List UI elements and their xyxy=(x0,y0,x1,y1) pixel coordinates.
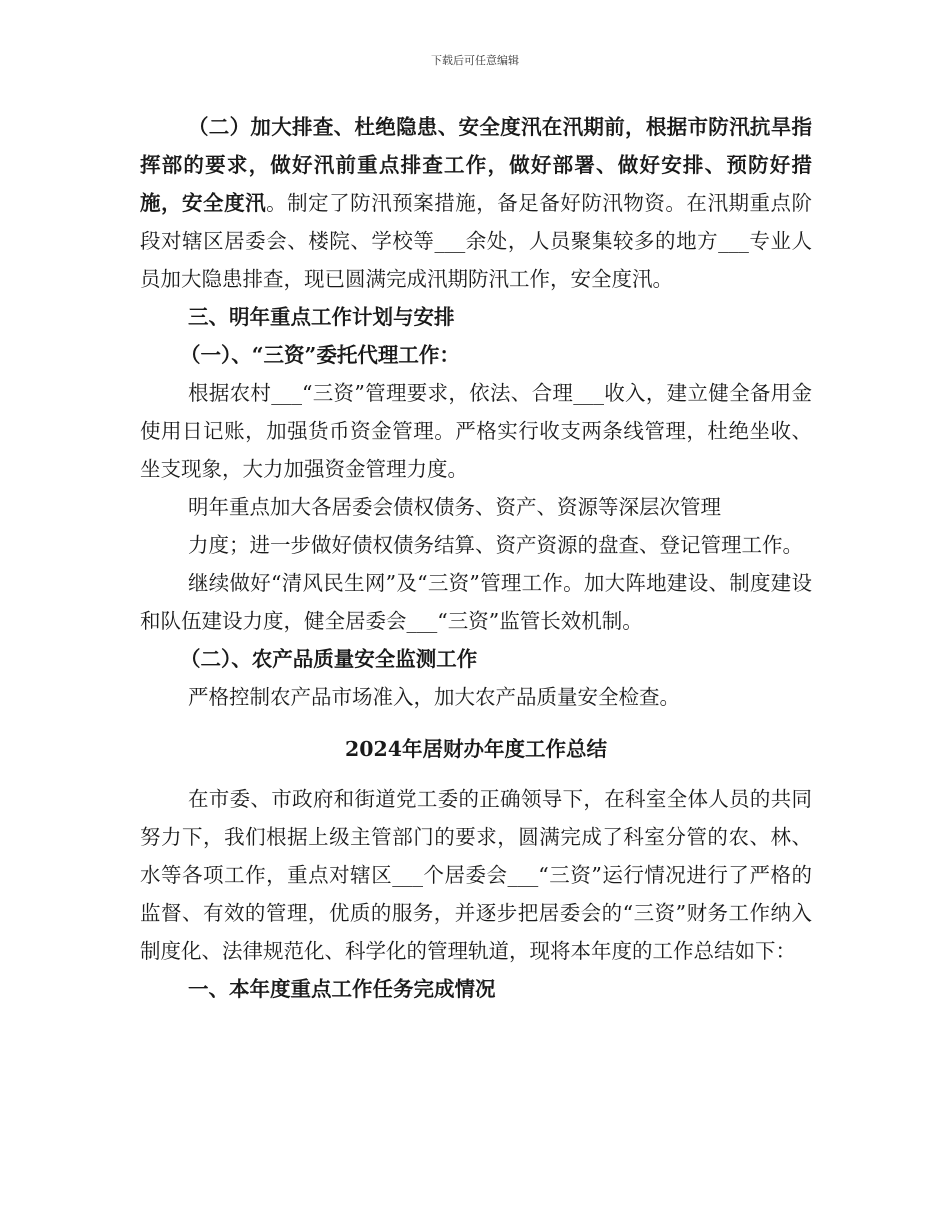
page-header: 下载后可任意编辑 xyxy=(431,54,519,67)
subheading-agri-quality: （二）、农产品质量安全监测工作 xyxy=(180,647,478,671)
paragraph-flood-safety-bold: （二）加大排查、杜绝隐患、安全度汛在汛期前，根据市防汛抗旱指挥部的要求，做好汛前重点排查工作，做好部署、做好安排、预防好措施，安全度汛 xyxy=(140,115,812,215)
paragraph-agri-quality: 严格控制农产品市场准入，加大农产品质量安全检查。 xyxy=(188,685,680,709)
paragraph-flood-safety xyxy=(140,108,812,298)
heading-next-year-plan: 三、明年重点工作计划与安排 xyxy=(188,305,455,329)
paragraph-three-assets-management: 根据农村___“三资”管理要求，依法、合理___收入，建立健全备用金使用日记账，加强货币资金管理。严格实行收支两条线管理，杜绝坐收、坐支现象，大力加强资金管理力度。 xyxy=(140,381,812,481)
paragraph-flood-safety-rest: 。制定了防汛预案措施，备足备好防汛物资。在汛期重点阶段对辖区居委会、楼院、学校等___余处，人员聚集较多的地方___专业人员加大隐患排查，现已圆满完成汛期防汛工作，安全度汛。 xyxy=(140,191,813,291)
paragraph-debt-management-line1: 明年重点加大各居委会债权债务、资产、资源等深层次管理 xyxy=(188,495,721,519)
paragraph-summary-intro: 在市委、市政府和街道党工委的正确领导下，在科室全体人员的共同努力下，我们根据上级主管部门的要求，圆满完成了科室分管的农、林、水等各项工作，重点对辖区___个居委会___“三资”运行情况进行了严格的监督、有效的管理，优质的服务，并逐步把居委会的“三资”财务工作纳入制度化、法律规范化、科学化的管理轨道，现将本年度的工作总结如下： xyxy=(140,787,812,963)
paragraph-debt-management-line2: 力度；进一步做好债权债务结算、资产资源的盘查、登记管理工作。 xyxy=(188,533,803,557)
subheading-three-assets: （一）、“三资”委托代理工作： xyxy=(180,343,460,367)
paragraph-qingfeng-network: 继续做好“清风民生网”及“三资”管理工作。加大阵地建设、制度建设和队伍建设力度，健全居委会___“三资”监管长效机制。 xyxy=(140,571,812,633)
document-title: 2024年居财办年度工作总结 xyxy=(344,737,608,761)
heading-key-tasks: 一、本年度重点工作任务完成情况 xyxy=(188,977,496,1001)
document-body xyxy=(140,108,812,1008)
